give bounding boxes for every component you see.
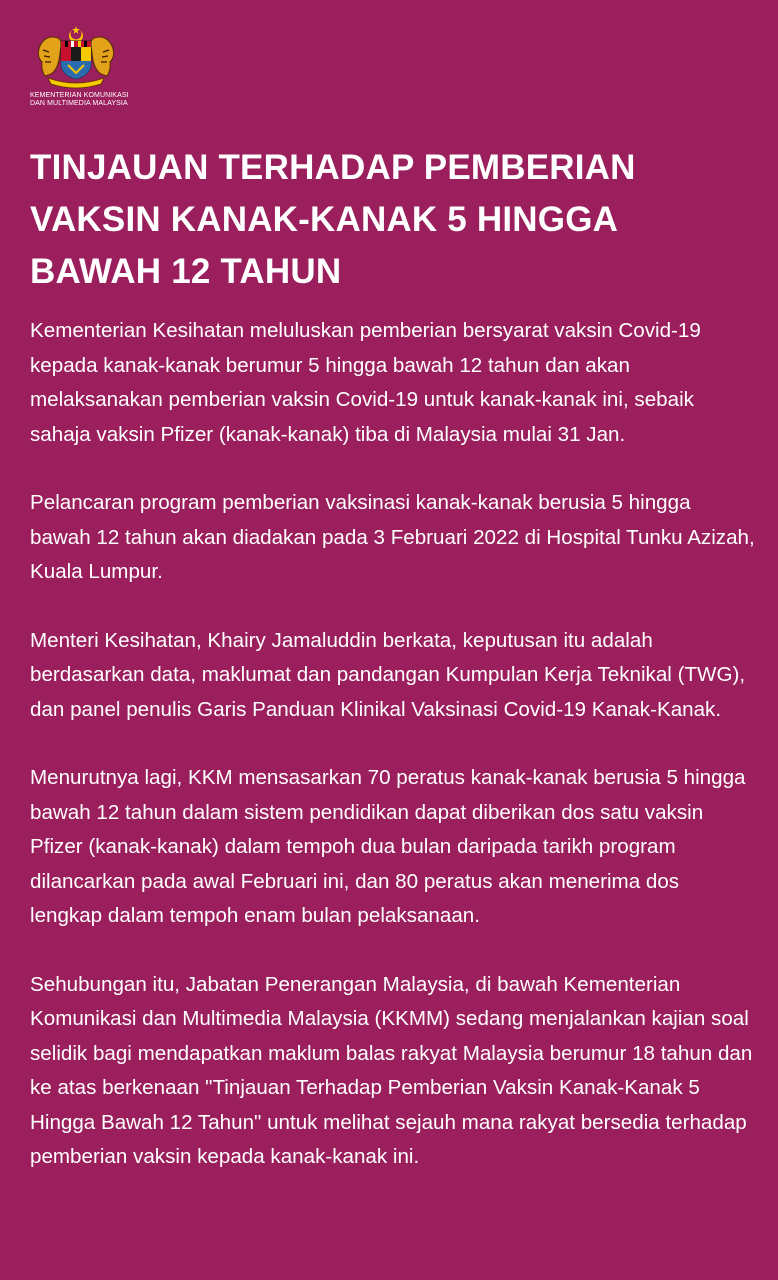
paragraph-minister: Menteri Kesihatan, Khairy Jamaluddin berkata, keputusan itu adalah berdasarkan data, maklumat dan pandangan Kumpulan Kerja Teknikal (TWG), dan panel penulis Garis Panduan Klinikal Vaksinasi Covid-19 Kanak-Kanak. (30, 628, 746, 721)
paragraph-approval: Kementerian Kesihatan meluluskan pemberian bersyarat vaksin Covid-19 kepada kanak-kanak berumur 5 hingga bawah 12 tahun dan akan melaksanakan pemberian vaksin Covid-19 untuk kanak-kanak ini, sebaik sahaja vaksin Pfizer (kanak-kanak) tiba di Malaysia mulai 31 Jan. (30, 319, 701, 446)
article-body (30, 314, 755, 1209)
paragraph-launch: Pelancaran program pemberian vaksinasi kanak-kanak berusia 5 hingga bawah 12 tahun akan diadakan pada 3 Februari 2022 di Hospital Tunku Azizah, Kuala Lumpur. (30, 491, 755, 583)
malaysia-coat-of-arms-icon (34, 24, 118, 90)
page-title: TINJAUAN TERHADAP PEMBERIAN VAKSIN KANAK-KANAK 5 HINGGA BAWAH 12 TAHUN (30, 148, 636, 291)
ministry-name: KEMENTERIAN KOMUNIKASI DAN MULTIMEDIA MALAYSIA (30, 92, 129, 107)
paragraph-target: Menurutnya lagi, KKM mensasarkan 70 peratus kanak-kanak berusia 5 hingga bawah 12 tahun dalam sistem pendidikan dapat diberikan dos satu vaksin Pfizer (kanak-kanak) dalam tempoh dua bulan daripada tarikh program dilancarkan pada awal Februari ini, dan 80 peratus akan menerima dos lengkap dalam tempoh enam bulan pelaksanaan. (30, 766, 746, 927)
paragraph-survey: Sehubungan itu, Jabatan Penerangan Malaysia, di bawah Kementerian Komunikasi dan Multimedia Malaysia (KKMM) sedang menjalankan kajian soal selidik bagi mendapatkan maklum balas rakyat Malaysia berumur 18 tahun dan ke atas berkenaan "Tinjauan Terhadap Pemberian Vaksin Kanak-Kanak 5 Hingga Bawah 12 Tahun" untuk melihat sejauh mana rakyat bersedia terhadap pemberian vaksin kepada kanak-kanak ini. (30, 972, 753, 1168)
ministry-logo (30, 24, 130, 108)
